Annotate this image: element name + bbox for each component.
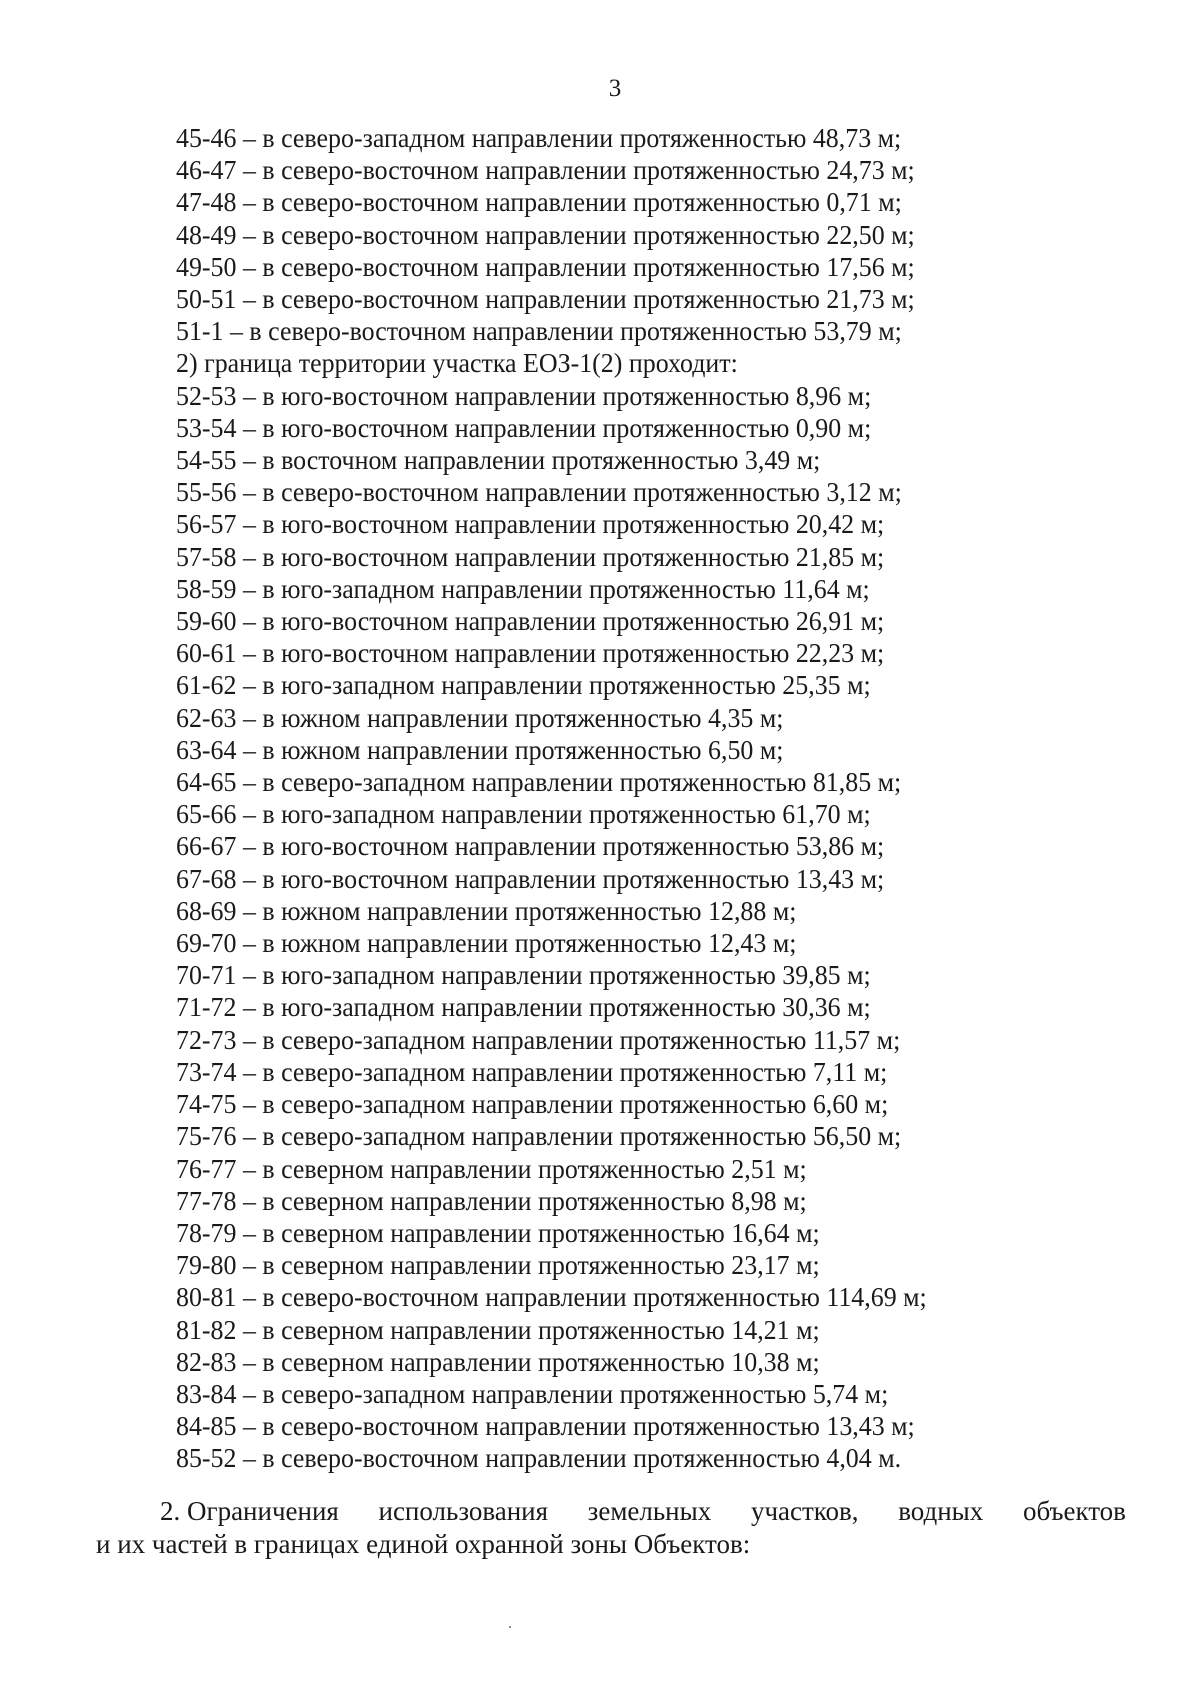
restrictions-word: объектов (1022, 1496, 1126, 1526)
boundary-list (176, 122, 963, 1475)
boundary-line: 69-70 – в южном направлении протяженностью 12,43 м; (176, 928, 797, 959)
boundary-line: 74-75 – в северо-западном направлении протяженностью 6,60 м; (176, 1089, 889, 1120)
boundary-line: 65-66 – в юго-западном направлении протяженностью 61,70 м; (176, 799, 871, 830)
boundary-line: 63-64 – в южном направлении протяженностью 6,50 м; (176, 734, 784, 765)
restrictions-word: водных (898, 1496, 984, 1526)
boundary-line: 77-78 – в северном направлении протяженностью 8,98 м; (176, 1185, 807, 1216)
boundary-line: 45-46 – в северо-западном направлении протяженностью 48,73 м; (176, 123, 902, 153)
boundary-line: 54-55 – в восточном направлении протяженностью 3,49 м; (176, 445, 821, 476)
boundary-line: 53-54 – в юго-восточном направлении протяженностью 0,90 м; (176, 412, 872, 443)
boundary-line: 48-49 – в северо-восточном направлении протяженностью 22,50 м; (176, 219, 915, 250)
scan-speck (509, 1626, 511, 1628)
restrictions-word: использования (378, 1496, 549, 1526)
boundary-line: 57-58 – в юго-восточном направлении протяженностью 21,85 м; (176, 541, 885, 572)
boundary-line: 51-1 – в северо-восточном направлении протяженностью 53,79 м; (176, 316, 902, 347)
page-number: 3 (608, 75, 622, 102)
restrictions-word: участков, (750, 1496, 859, 1526)
boundary-line: 82-83 – в северном направлении протяженностью 10,38 м; (176, 1346, 820, 1377)
boundary-line: 84-85 – в северо-восточном направлении протяженностью 13,43 м; (176, 1411, 915, 1442)
boundary-line: 81-82 – в северном направлении протяженностью 14,21 м; (176, 1314, 820, 1345)
restrictions-paragraph-line-1 (96, 1495, 1126, 1528)
restrictions-word: 2. Ограничения (160, 1496, 339, 1526)
boundary-line: 76-77 – в северном направлении протяженностью 2,51 м; (176, 1153, 807, 1184)
boundary-line: 75-76 – в северо-западном направлении протяженностью 56,50 м; (176, 1121, 902, 1152)
boundary-line: 80-81 – в северо-восточном направлении протяженностью 114,69 м; (176, 1282, 927, 1313)
boundary-line: 50-51 – в северо-восточном направлении протяженностью 21,73 м; (176, 284, 915, 315)
boundary-line: 85-52 – в северо-восточном направлении протяженностью 4,04 м. (176, 1443, 902, 1474)
boundary-line: 83-84 – в северо-западном направлении протяженностью 5,74 м; (176, 1378, 889, 1409)
boundary-line: 2) граница территории участка ЕОЗ-1(2) проходит: (176, 348, 738, 379)
boundary-line: 47-48 – в северо-восточном направлении протяженностью 0,71 м; (176, 187, 902, 218)
restrictions-paragraph (96, 1495, 1126, 1561)
boundary-line: 67-68 – в юго-восточном направлении протяженностью 13,43 м; (176, 863, 885, 894)
boundary-line: 58-59 – в юго-западном направлении протяженностью 11,64 м; (176, 573, 870, 604)
boundary-line: 68-69 – в южном направлении протяженностью 12,88 м; (176, 895, 797, 926)
boundary-line: 64-65 – в северо-западном направлении протяженностью 81,85 м; (176, 767, 902, 798)
boundary-line: 49-50 – в северо-восточном направлении протяженностью 17,56 м; (176, 251, 915, 282)
boundary-line: 72-73 – в северо-западном направлении протяженностью 11,57 м; (176, 1024, 901, 1055)
boundary-line: 52-53 – в юго-восточном направлении протяженностью 8,96 м; (176, 380, 872, 411)
boundary-line: 70-71 – в юго-западном направлении протяженностью 39,85 м; (176, 960, 871, 991)
boundary-line: 66-67 – в юго-восточном направлении протяженностью 53,86 м; (176, 831, 885, 862)
boundary-line: 59-60 – в юго-восточном направлении протяженностью 26,91 м; (176, 606, 885, 637)
boundary-line: 78-79 – в северном направлении протяженностью 16,64 м; (176, 1217, 820, 1248)
restrictions-word: земельных (587, 1496, 712, 1526)
restrictions-paragraph-line-2: и их частей в границах единой охранной зоны Объектов: (96, 1529, 751, 1559)
boundary-line: 61-62 – в юго-западном направлении протяженностью 25,35 м; (176, 670, 871, 701)
boundary-line: 71-72 – в юго-западном направлении протяженностью 30,36 м; (176, 992, 871, 1023)
boundary-line: 46-47 – в северо-восточном направлении протяженностью 24,73 м; (176, 155, 915, 186)
boundary-line: 56-57 – в юго-восточном направлении протяженностью 20,42 м; (176, 509, 885, 540)
boundary-line: 62-63 – в южном направлении протяженностью 4,35 м; (176, 702, 784, 733)
boundary-line: 79-80 – в северном направлении протяженностью 23,17 м; (176, 1250, 820, 1281)
boundary-line: 55-56 – в северо-восточном направлении протяженностью 3,12 м; (176, 477, 902, 508)
boundary-line: 73-74 – в северо-западном направлении протяженностью 7,11 м; (176, 1056, 888, 1087)
boundary-line: 60-61 – в юго-восточном направлении протяженностью 22,23 м; (176, 638, 885, 669)
